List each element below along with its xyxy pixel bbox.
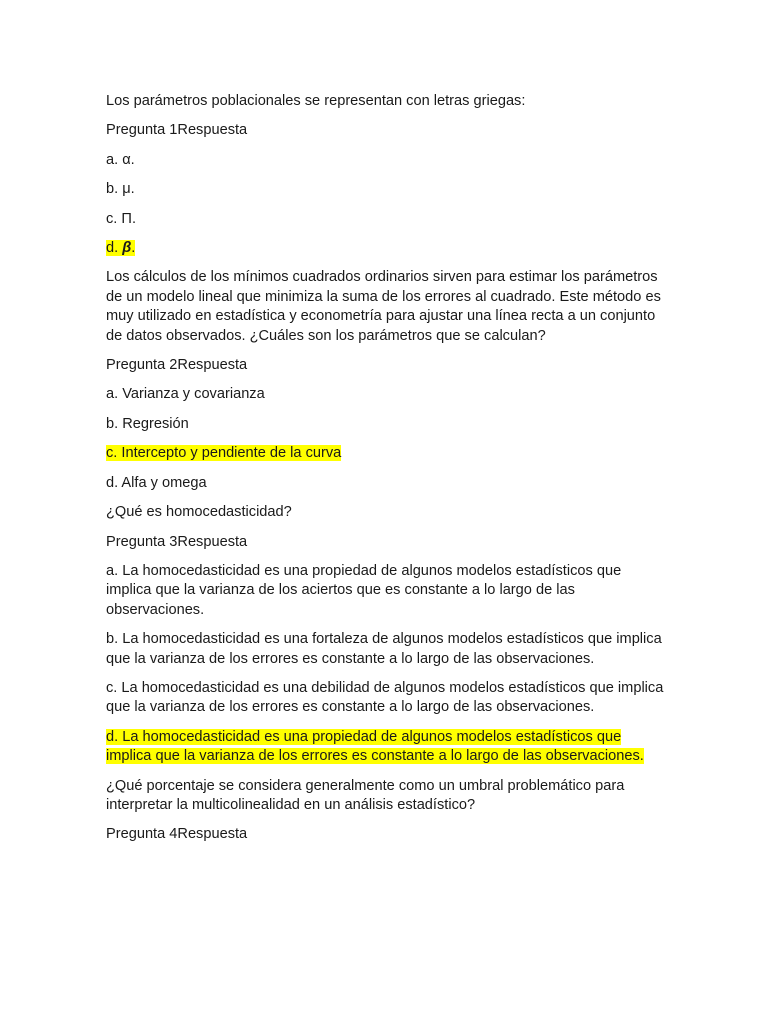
q1-stem: Los parámetros poblacionales se representan con letras griegas: [106,93,526,109]
q1-label: Pregunta 1Respuesta [106,122,248,139]
q4-label: Pregunta 4Respuesta [106,826,248,843]
q3-label: Pregunta 3Respuesta [106,533,248,550]
q2-option-c [106,444,666,463]
q3-option-b: b. La homocedasticidad es una fortaleza de algunos modelos estadísticos que implica que la varianza de los errores es constante a lo largo de las observaciones. [106,631,662,667]
q1-option-c: c. Π. [106,210,136,227]
q4-stem: ¿Qué porcentaje se considera generalmente como un umbral problemático para interpretar la multicolinealidad en un análisis estadístico? [106,777,625,813]
document-page [106,92,666,855]
q3-option-d [106,728,666,767]
q1-option-b: b. μ. [106,181,135,198]
q2-option-b: b. Regresión [106,415,189,432]
q2-option-a: a. Varianza y covarianza [106,386,265,403]
q3-option-d-highlight: d. La homocedasticidad es una propiedad de algunos modelos estadísticos que implica que la varianza de los errores es constante a lo largo de las observaciones. [106,728,644,765]
q3-option-a: a. La homocedasticidad es una propiedad de algunos modelos estadísticos que implica que la varianza de los aciertos que es constante a lo largo de las observaciones. [106,562,622,618]
q1-option-d-prefix: d. [106,240,123,257]
q2-label: Pregunta 2Respuesta [106,357,248,374]
q3-stem: ¿Qué es homocedasticidad? [106,504,292,521]
q1-option-d-symbol: β [122,240,132,257]
q3-option-c: c. La homocedasticidad es una debilidad de algunos modelos estadísticos que implica que la varianza de los errores es constante a lo largo de las observaciones. [106,679,664,716]
q2-stem: Los cálculos de los mínimos cuadrados ordinarios sirven para estimar los parámetros de un modelo lineal que minimiza la suma de los errores al cuadrado. Este método es muy utilizado en estadística y econometría para ajustar una línea recta a un conjunto de datos observados. ¿Cuáles son los parámetros que se calculan? [106,269,661,344]
q1-option-d-suffix: . [131,240,136,257]
q2-option-d: d. Alfa y omega [106,474,207,491]
q1-option-a: a. α. [106,151,135,168]
q1-option-d-highlight [106,240,135,256]
q2-option-c-highlight: c. Intercepto y pendiente de la curva [106,445,342,462]
q1-option-d [106,239,666,258]
